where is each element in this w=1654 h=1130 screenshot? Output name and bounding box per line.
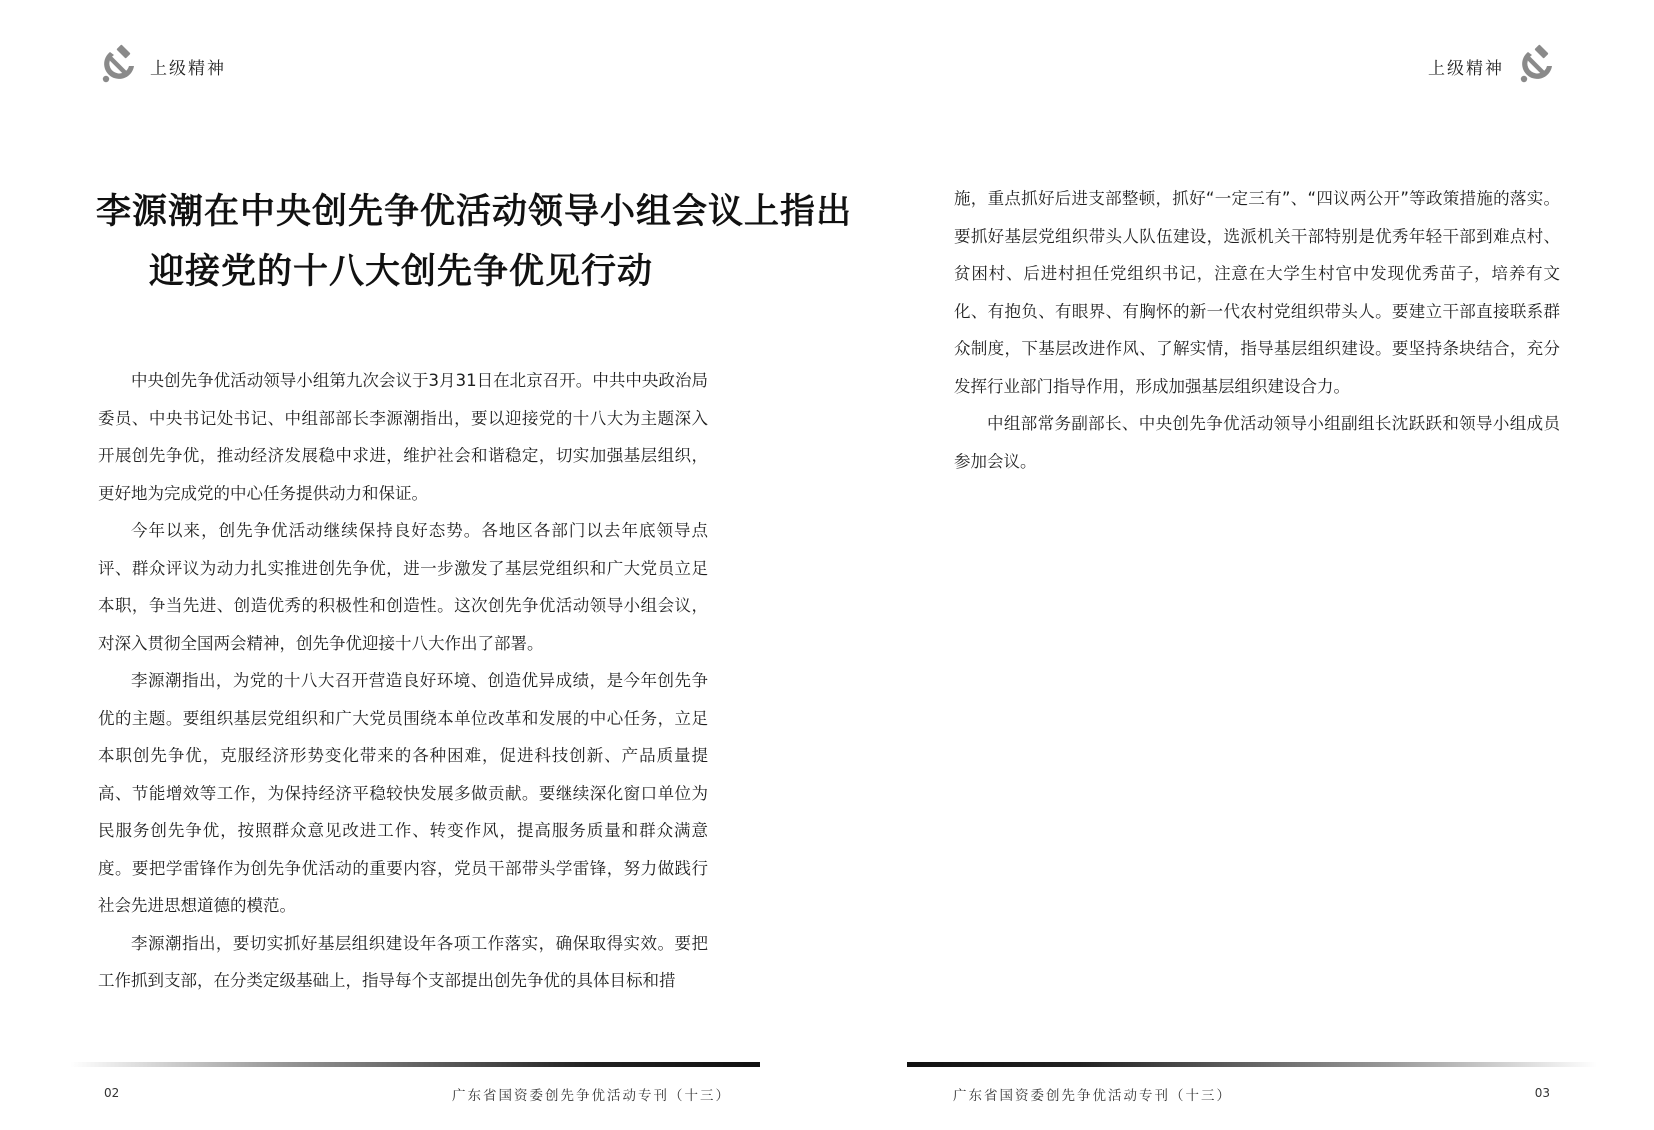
footer-publication-title: 广东省国资委创先争优活动专刊（十三） <box>452 1088 731 1104</box>
section-label: 上级精神 <box>150 58 226 79</box>
footer-rule <box>70 1062 760 1067</box>
section-label: 上级精神 <box>1428 58 1504 79</box>
paragraph: 李源潮指出，要切实抓好基层组织建设年各项工作落实，确保取得实效。要把工作抓到支部，在分类定级基础上，指导每个支部提出创先争优的具体目标和措 <box>98 933 708 990</box>
article-body-continued <box>954 180 1560 480</box>
paragraph: 中组部常务副部长、中央创先争优活动领导小组副组长沈跃跃和领导小组成员参加会议。 <box>954 414 1560 471</box>
article-body <box>98 362 708 1000</box>
paragraph: 李源潮指出，为党的十八大召开营造良好环境、创造优异成绩，是今年创先争优的主题。要组织基层党组织和广大党员围绕本单位改革和发展的中心任务，立足本职创先争优，克服经济形势变化带来的各种困难，促进科技创新、产品质量提高、节能增效等工作，为保持经济平稳较快发展多做贡献。要继续深化窗口单位为民服务创先争优，按照群众意见改进工作、转变作风，提高服务质量和群众满意度。要把学雷锋作为创先争优活动的重要内容，党员干部带头学雷锋，努力做践行社会先进思想道德的模范。 <box>98 671 708 915</box>
article-title <box>96 182 853 302</box>
page-number: 02 <box>104 1086 120 1100</box>
footer-rule <box>907 1062 1597 1067</box>
right-page <box>827 0 1654 1130</box>
section-header <box>1428 44 1558 88</box>
paragraph-continuation: 施，重点抓好后进支部整顿，抓好“一定三有”、“四议两公开”等政策措施的落实。要抓好基层党组织带头人队伍建设，选派机关干部特别是优秀年轻干部到难点村、贫困村、后进村担任党组织书记，注意在大学生村官中发现优秀苗子，培养有文化、有抱负、有眼界、有胸怀的新一代农村党组织带头人。要建立干部直接联系群众制度，下基层改进作风、了解实情，指导基层组织建设。要坚持条块结合，充分发挥行业部门指导作用，形成加强基层组织建设合力。 <box>954 189 1560 396</box>
footer-publication-title: 广东省国资委创先争优活动专刊（十三） <box>953 1088 1232 1104</box>
page-number: 03 <box>1534 1086 1550 1100</box>
section-header <box>96 44 226 88</box>
title-line-1: 李源潮在中央创先争优活动领导小组会议上指出 <box>96 191 853 232</box>
title-line-2: 迎接党的十八大创先争优见行动 <box>148 251 653 292</box>
hammer-sickle-icon <box>1514 44 1558 88</box>
hammer-sickle-icon <box>96 44 140 88</box>
paragraph: 中央创先争优活动领导小组第九次会议于3月31日在北京召开。中共中央政治局委员、中央书记处书记、中组部部长李源潮指出，要以迎接党的十八大为主题深入开展创先争优，推动经济发展稳中求进，维护社会和谐稳定，切实加强基层组织，更好地为完成党的中心任务提供动力和保证。 <box>98 371 708 503</box>
paragraph: 今年以来，创先争优活动继续保持良好态势。各地区各部门以去年底领导点评、群众评议为动力扎实推进创先争优，进一步激发了基层党组织和广大党员立足本职，争当先进、创造优秀的积极性和创造性。这次创先争优活动领导小组会议，对深入贯彻全国两会精神，创先争优迎接十八大作出了部署。 <box>98 521 708 653</box>
